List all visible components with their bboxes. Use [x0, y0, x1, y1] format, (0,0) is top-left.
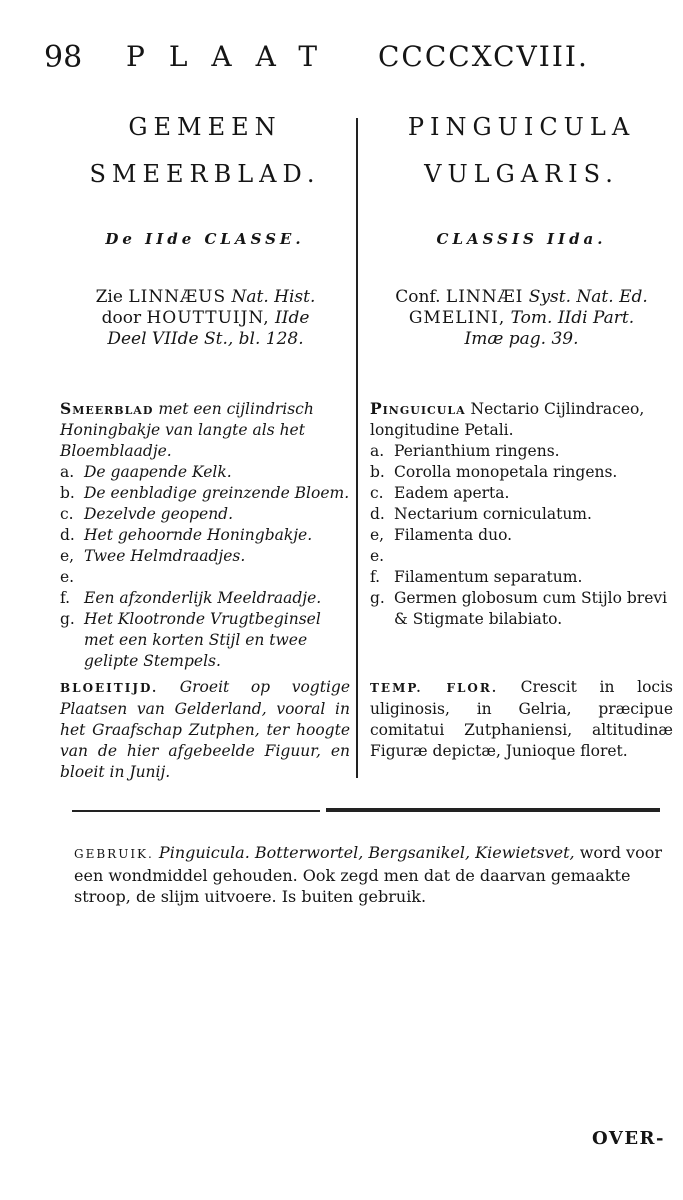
- figure-item: [60, 504, 350, 525]
- figure-item-label: c.: [60, 505, 74, 523]
- figure-item-text: Het Klootronde Vrugtbeginsel met een korten Stijl en twee gelipte Stempels.: [84, 610, 321, 670]
- latin-title-line1: PINGUICULA: [407, 113, 636, 141]
- desc-genus: Smeerblad: [60, 399, 154, 418]
- dutch-title-line2: SMEERBLAD.: [89, 160, 321, 188]
- figure-item-text: Het gehoornde Honingbakje.: [84, 526, 313, 544]
- figure-item-text: Eadem aperta.: [394, 484, 510, 502]
- ref-work: Nat. Hist.: [226, 287, 316, 307]
- figure-item-text: Dezelvde geopend.: [84, 505, 234, 523]
- usage-text: word voor een wondmiddel gehouden. Ook zegd men dat de daarvan gemaakte stroop, de slijm uitvoere. Is buiten gebruik.: [74, 843, 662, 906]
- ref-text: door: [101, 308, 147, 328]
- figure-item-text: Een afzonderlijk Meeldraadje.: [84, 589, 322, 607]
- ref-page: Imæ pag. 39.: [464, 329, 579, 349]
- dutch-flowering: [60, 677, 350, 783]
- usage-heading: GEBRUIK.: [74, 847, 154, 861]
- ref-author: HOUTTUIJN,: [146, 308, 270, 328]
- figure-item-label: b.: [370, 463, 385, 481]
- figure-item: [370, 525, 673, 567]
- figure-item-text: Twee Helmdraadjes.: [84, 547, 246, 565]
- dutch-reference: [58, 287, 353, 350]
- ref-work: Syst. Nat. Ed.: [523, 287, 648, 307]
- plate-heading: PLAAT: [126, 40, 342, 73]
- column-divider: [356, 118, 358, 778]
- separator-rule-right: [326, 808, 660, 812]
- ref-author: LINNÆI: [445, 287, 524, 307]
- figure-item: [370, 462, 673, 483]
- separator-rule-left: [72, 810, 320, 812]
- figure-item-label: a.: [60, 463, 75, 481]
- figure-item-label: c.: [370, 484, 384, 502]
- figure-item-text: Perianthium ringens.: [394, 442, 560, 460]
- desc-text: Nectario Cijlindraceo, longitudine Petali.: [370, 400, 645, 439]
- figure-item-label: d.: [370, 505, 385, 523]
- figure-item-text: Corolla monopetala ringens.: [394, 463, 618, 481]
- ref-volume: IIde: [269, 308, 310, 328]
- figure-item: [60, 483, 350, 504]
- latin-classis: CLASSIS IIda.: [436, 230, 607, 248]
- figure-item: [60, 525, 350, 546]
- ref-text: Zie: [95, 287, 129, 307]
- figure-item-label: g.: [60, 610, 75, 628]
- figure-item: [370, 483, 673, 504]
- figure-item-label: a.: [370, 442, 385, 460]
- latin-flowering: [370, 677, 673, 762]
- latin-reference: [370, 287, 673, 350]
- figure-item: [370, 588, 673, 630]
- dutch-description: [60, 398, 350, 672]
- figure-item-text: Germen globosum cum Stijlo brevi & Stigmate bilabiato.: [394, 589, 668, 628]
- ref-page: Deel VIIde St., bl. 128.: [107, 329, 304, 349]
- flower-text: Groeit op vogtige Plaatsen van Gelderland, vooral in het Graafschap Zutphen, ter hoogte van de hier afgebeelde Figuur, en bloeit in Junij.: [60, 678, 350, 781]
- figure-item-text: De eenbladige greinzende Bloem.: [84, 484, 350, 502]
- flower-text: Crescit in locis uliginosis, in Gelria, præcipue comitatui Zutphaniensi, altitudinæ Figuræ depictæ, Junioque floret.: [370, 678, 673, 760]
- figure-item-text: De gaapende Kelk.: [84, 463, 232, 481]
- figure-item-label: e, e.: [60, 547, 75, 586]
- figure-item: [60, 609, 350, 672]
- figure-item: [370, 441, 673, 462]
- figure-item-label: f.: [60, 589, 71, 607]
- dutch-title-line1: GEMEEN: [128, 113, 282, 141]
- latin-description: [370, 398, 673, 630]
- figure-item-text: Filamenta duo.: [394, 526, 513, 544]
- dutch-figure-list: [60, 462, 350, 672]
- figure-item-label: f.: [370, 568, 381, 586]
- page-number: 98: [44, 40, 83, 75]
- figure-item-label: e, e.: [370, 526, 385, 565]
- figure-item: [370, 567, 673, 588]
- plate-number: CCCCXCVIII.: [378, 40, 589, 73]
- figure-item: [60, 546, 350, 588]
- figure-item: [60, 462, 350, 483]
- ref-volume: Tom. IIdi Part.: [505, 308, 635, 328]
- ref-text: Conf.: [395, 287, 446, 307]
- figure-item-label: d.: [60, 526, 75, 544]
- figure-item-text: Nectarium corniculatum.: [394, 505, 592, 523]
- latin-title-line2: VULGARIS.: [424, 160, 619, 188]
- figure-item: [60, 588, 350, 609]
- figure-item-label: g.: [370, 589, 385, 607]
- flower-heading: TEMP. FLOR.: [370, 681, 499, 695]
- dutch-classe: De IIde CLASSE.: [105, 230, 305, 248]
- catchword: OVER-: [592, 1128, 665, 1149]
- usage-names: Pinguicula. Botterwortel, Bergsanikel, Kiewietsvet,: [153, 843, 575, 862]
- desc-genus: Pinguicula: [370, 399, 466, 418]
- figure-item-label: b.: [60, 484, 75, 502]
- flower-heading: BLOEITIJD.: [60, 681, 159, 695]
- figure-item: [370, 504, 673, 525]
- figure-item-text: Filamentum separatum.: [394, 568, 583, 586]
- ref-author: LINNÆUS: [128, 287, 227, 307]
- ref-author: GMELINI,: [408, 308, 506, 328]
- usage-paragraph: [74, 842, 674, 907]
- desc-text: met een cijlindrisch Honingbakje van langte als het Bloemblaadje.: [60, 400, 314, 460]
- latin-figure-list: [370, 441, 673, 630]
